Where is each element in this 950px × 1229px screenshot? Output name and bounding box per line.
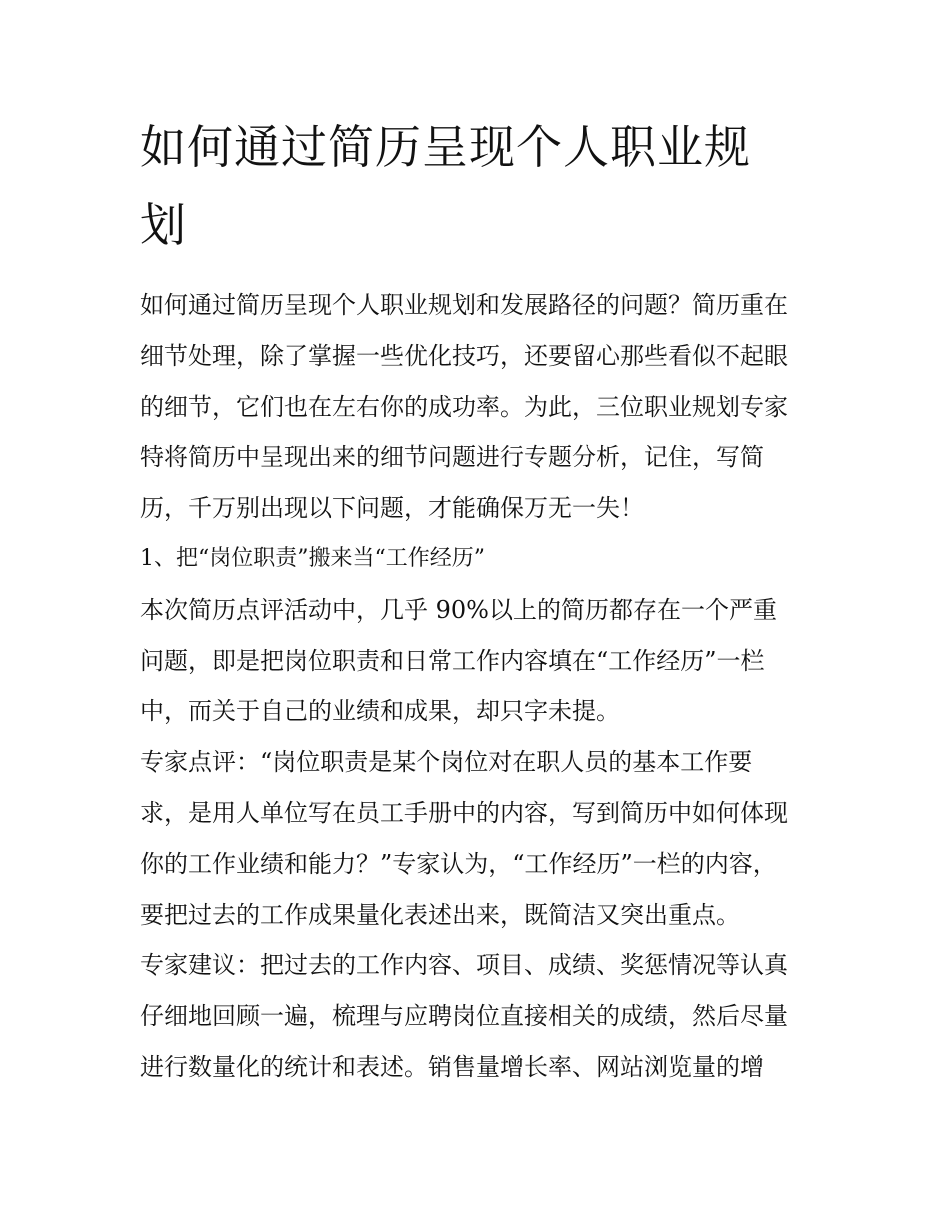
text-line: 本次简历点评活动中，几乎 90%以上的简历都存在一个严重: [140, 595, 777, 624]
document-title: [140, 108, 820, 264]
title-line: 如何通过简历呈现个人职业规: [140, 120, 751, 174]
expert-comment-paragraph: [140, 737, 830, 940]
expert-advice-paragraph: [140, 940, 830, 1092]
text-line: 细节处理，除了掌握一些优化技巧，还要留心那些看似不起眼: [140, 341, 788, 370]
text-line: 专家点评：“岗位职责是某个岗位对在职人员的基本工作要: [140, 748, 753, 777]
document-body: [140, 280, 830, 1093]
text-line: 仔细地回顾一遍，梳理与应聘岗位直接相关的成绩，然后尽量: [140, 1002, 788, 1031]
text-line: 要把过去的工作成果量化表述出来，既简洁又突出重点。: [140, 900, 740, 929]
text-line: 专家建议：把过去的工作内容、项目、成绩、奖惩情况等认真: [140, 951, 788, 980]
text-line: 问题，即是把岗位职责和日常工作内容填在“工作经历”一栏: [140, 646, 765, 675]
title-line: 划: [140, 198, 187, 252]
text-line: 特将简历中呈现出来的细节问题进行专题分析，记住，写简: [140, 443, 764, 472]
text-line: 进行数量化的统计和表述。销售量增长率、网站浏览量的增: [140, 1052, 764, 1081]
text-line: 的细节，它们也在左右你的成功率。为此，三位职业规划专家: [140, 392, 788, 421]
intro-paragraph: [140, 280, 830, 534]
text-line: 你的工作业绩和能力？”专家认为，“工作经历”一栏的内容，: [140, 849, 777, 878]
text-line: 求，是用人单位写在员工手册中的内容，写到简历中如何体现: [140, 798, 788, 827]
problem-paragraph: [140, 585, 830, 737]
text-line: 历，千万别出现以下问题，才能确保万无一失！: [140, 494, 644, 523]
section-heading: 1、把“岗位职责”搬来当“工作经历”: [140, 545, 485, 571]
text-line: 如何通过简历呈现个人职业规划和发展路径的问题？简历重在: [140, 291, 788, 319]
text-line: 中，而关于自己的业绩和成果，却只字未提。: [140, 697, 620, 726]
